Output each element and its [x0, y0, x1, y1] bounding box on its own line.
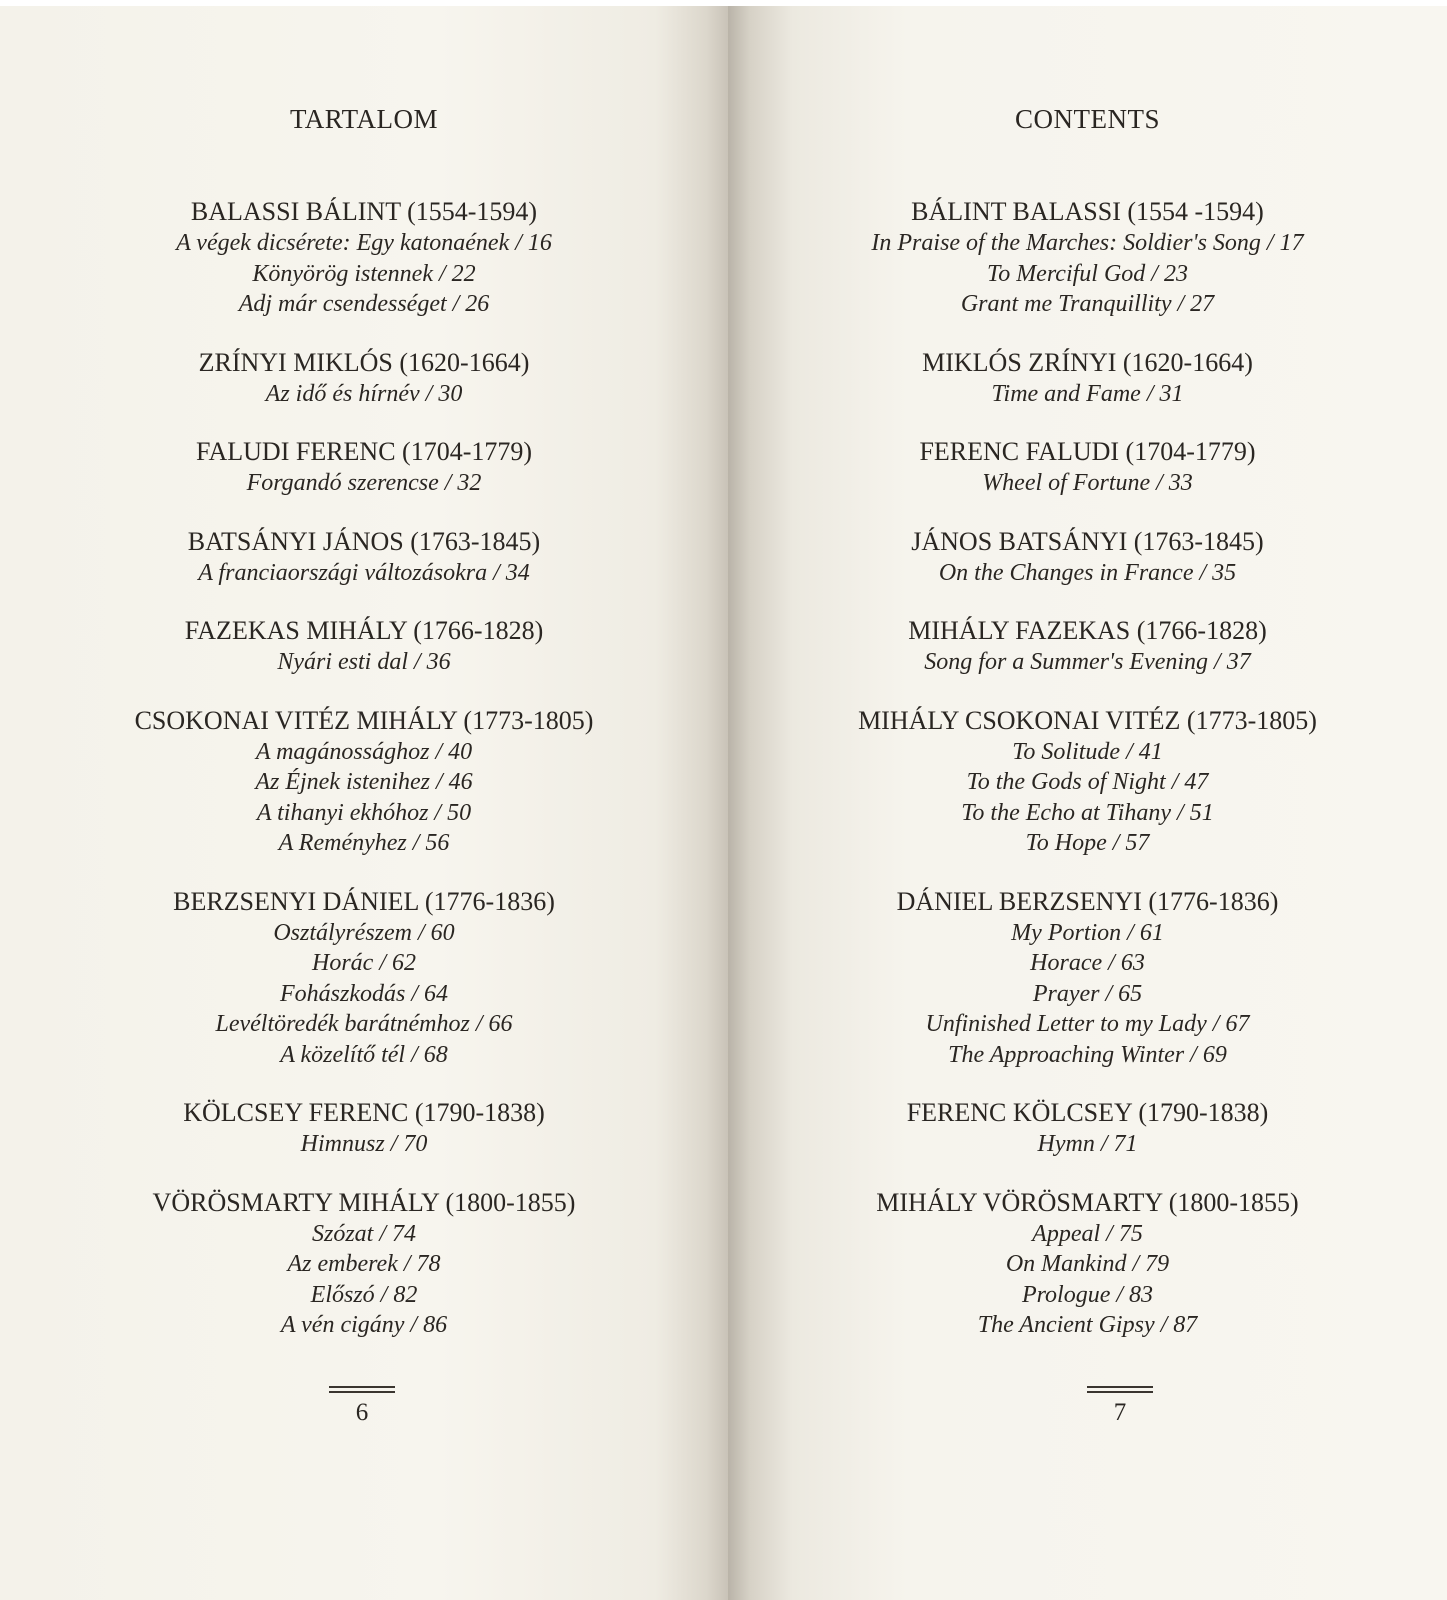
- author-heading: FAZEKAS MIHÁLY (1766-1828): [184, 616, 544, 645]
- poem-entry: Forgandó szerencse / 32: [246, 470, 482, 496]
- toc-entry: [0, 437, 728, 499]
- poem-entry: A vén cigány / 86: [280, 1312, 448, 1338]
- author-heading: BATSÁNYI JÁNOS (1763-1845): [187, 526, 541, 556]
- poem-entry: The Approaching Winter / 69: [948, 1041, 1227, 1068]
- poem-entry: Horác / 62: [312, 950, 416, 976]
- author-heading: DÁNIEL BERZSENYI (1776-1836): [896, 886, 1279, 916]
- poem-entry: Prologue / 83: [1021, 1281, 1154, 1308]
- poem-entry: Levéltöredék barátnémhoz / 66: [215, 1011, 513, 1037]
- page-footer: [327, 1386, 397, 1427]
- author-heading: BERZSENYI DÁNIEL (1776-1836): [173, 886, 555, 916]
- poem-entry: To the Gods of Night / 47: [966, 769, 1209, 795]
- poem-entry: Wheel of Fortune / 33: [982, 470, 1193, 496]
- toc-entry: [0, 348, 728, 410]
- poem-entry: Nyári esti dal / 36: [277, 649, 451, 675]
- poem-entry: To the Echo at Tihany / 51: [961, 799, 1214, 826]
- page-number: 6: [355, 1399, 369, 1426]
- toc-entry: [0, 1098, 728, 1160]
- poem-entry: Time and Fame / 31: [991, 380, 1184, 407]
- author-heading: VÖRÖSMARTY MIHÁLY (1800-1855): [152, 1187, 576, 1217]
- poem-entry: My Portion / 61: [1011, 919, 1164, 946]
- table-of-contents: [728, 197, 1447, 1369]
- poem-entry: In Praise of the Marches: Soldier's Song / 17: [871, 230, 1304, 256]
- toc-entry: [728, 437, 1447, 499]
- toc-entry: [728, 1188, 1447, 1341]
- poem-entry: Osztályrészem / 60: [273, 919, 455, 946]
- author-heading: MIKLÓS ZRÍNYI (1620-1664): [922, 347, 1253, 377]
- poem-entry: On the Changes in France / 35: [938, 559, 1237, 586]
- poem-entry: Prayer / 65: [1032, 980, 1143, 1007]
- poem-entry: Horace / 63: [1030, 950, 1145, 976]
- toc-entry: [728, 348, 1447, 410]
- page-footer: [1085, 1386, 1155, 1427]
- poem-entry: A közelítő tél / 68: [280, 1041, 448, 1068]
- author-heading: CSOKONAI VITÉZ MIHÁLY (1773-1805): [134, 705, 594, 735]
- poem-entry: To Hope / 57: [1025, 830, 1150, 856]
- author-heading: FALUDI FERENC (1704-1779): [195, 437, 533, 466]
- page-title: CONTENTS: [1015, 104, 1160, 134]
- author-heading: MIHÁLY CSOKONAI VITÉZ (1773-1805): [858, 705, 1317, 735]
- page-title: TARTALOM: [289, 104, 439, 134]
- poem-entry: Az emberek / 78: [287, 1251, 441, 1277]
- poem-entry: A magánossághoz / 40: [255, 738, 473, 765]
- poem-entry: Unfinished Letter to my Lady / 67: [925, 1011, 1250, 1037]
- author-heading: FERENC KÖLCSEY (1790-1838): [906, 1098, 1269, 1127]
- poem-entry: A végek dicsérete: Egy katonaének / 16: [176, 230, 552, 256]
- poem-entry: Könyörög istennek / 22: [252, 260, 476, 287]
- poem-entry: Fohászkodás / 64: [280, 980, 448, 1007]
- table-of-contents: [0, 197, 728, 1369]
- poem-entry: A franciaországi változásokra / 34: [198, 559, 530, 586]
- poem-entry: Az Éjnek istenihez / 46: [255, 769, 473, 795]
- footer-rule: [329, 1386, 395, 1393]
- toc-entry: [728, 887, 1447, 1071]
- poem-entry: Song for a Summer's Evening / 37: [924, 649, 1251, 675]
- poem-entry: Szózat / 74: [311, 1220, 416, 1247]
- toc-entry: [728, 616, 1447, 678]
- toc-entry: [0, 527, 728, 589]
- author-heading: BÁLINT BALASSI (1554 -1594): [911, 197, 1264, 226]
- poem-entry: On Mankind / 79: [1005, 1251, 1170, 1277]
- author-heading: JÁNOS BATSÁNYI (1763-1845): [911, 526, 1264, 556]
- toc-entry: [728, 1098, 1447, 1160]
- author-heading: KÖLCSEY FERENC (1790-1838): [183, 1098, 545, 1127]
- poem-entry: Az idő és hírnév / 30: [265, 380, 463, 407]
- toc-entry: [728, 527, 1447, 589]
- poem-entry: Grant me Tranquillity / 27: [960, 291, 1215, 317]
- toc-entry: [728, 197, 1447, 320]
- poem-entry: Himnusz / 70: [300, 1131, 428, 1157]
- poem-entry: A tihanyi ekhóhoz / 50: [256, 799, 472, 826]
- poem-entry: Appeal / 75: [1032, 1220, 1143, 1247]
- footer-rule: [1087, 1386, 1153, 1393]
- toc-entry: [0, 887, 728, 1071]
- left-page: [0, 6, 728, 1600]
- poem-entry: Hymn / 71: [1037, 1131, 1138, 1157]
- poem-entry: The Ancient Gipsy / 87: [977, 1312, 1198, 1338]
- author-heading: BALASSI BÁLINT (1554-1594): [190, 197, 538, 226]
- toc-entry: [0, 1188, 728, 1341]
- poem-entry: Előszó / 82: [310, 1281, 418, 1308]
- poem-entry: A Reményhez / 56: [278, 830, 450, 856]
- toc-entry: [0, 616, 728, 678]
- poem-entry: To Solitude / 41: [1012, 738, 1163, 765]
- toc-entry: [0, 706, 728, 859]
- toc-entry: [0, 197, 728, 320]
- author-heading: FERENC FALUDI (1704-1779): [919, 437, 1256, 466]
- toc-entry: [728, 706, 1447, 859]
- author-heading: MIHÁLY VÖRÖSMARTY (1800-1855): [876, 1187, 1299, 1217]
- author-heading: MIHÁLY FAZEKAS (1766-1828): [908, 616, 1267, 645]
- page-number: 7: [1113, 1399, 1127, 1426]
- poem-entry: Adj már csendességet / 26: [238, 291, 490, 317]
- author-heading: ZRÍNYI MIKLÓS (1620-1664): [198, 347, 530, 377]
- poem-entry: To Merciful God / 23: [987, 260, 1188, 287]
- right-page: [728, 6, 1447, 1600]
